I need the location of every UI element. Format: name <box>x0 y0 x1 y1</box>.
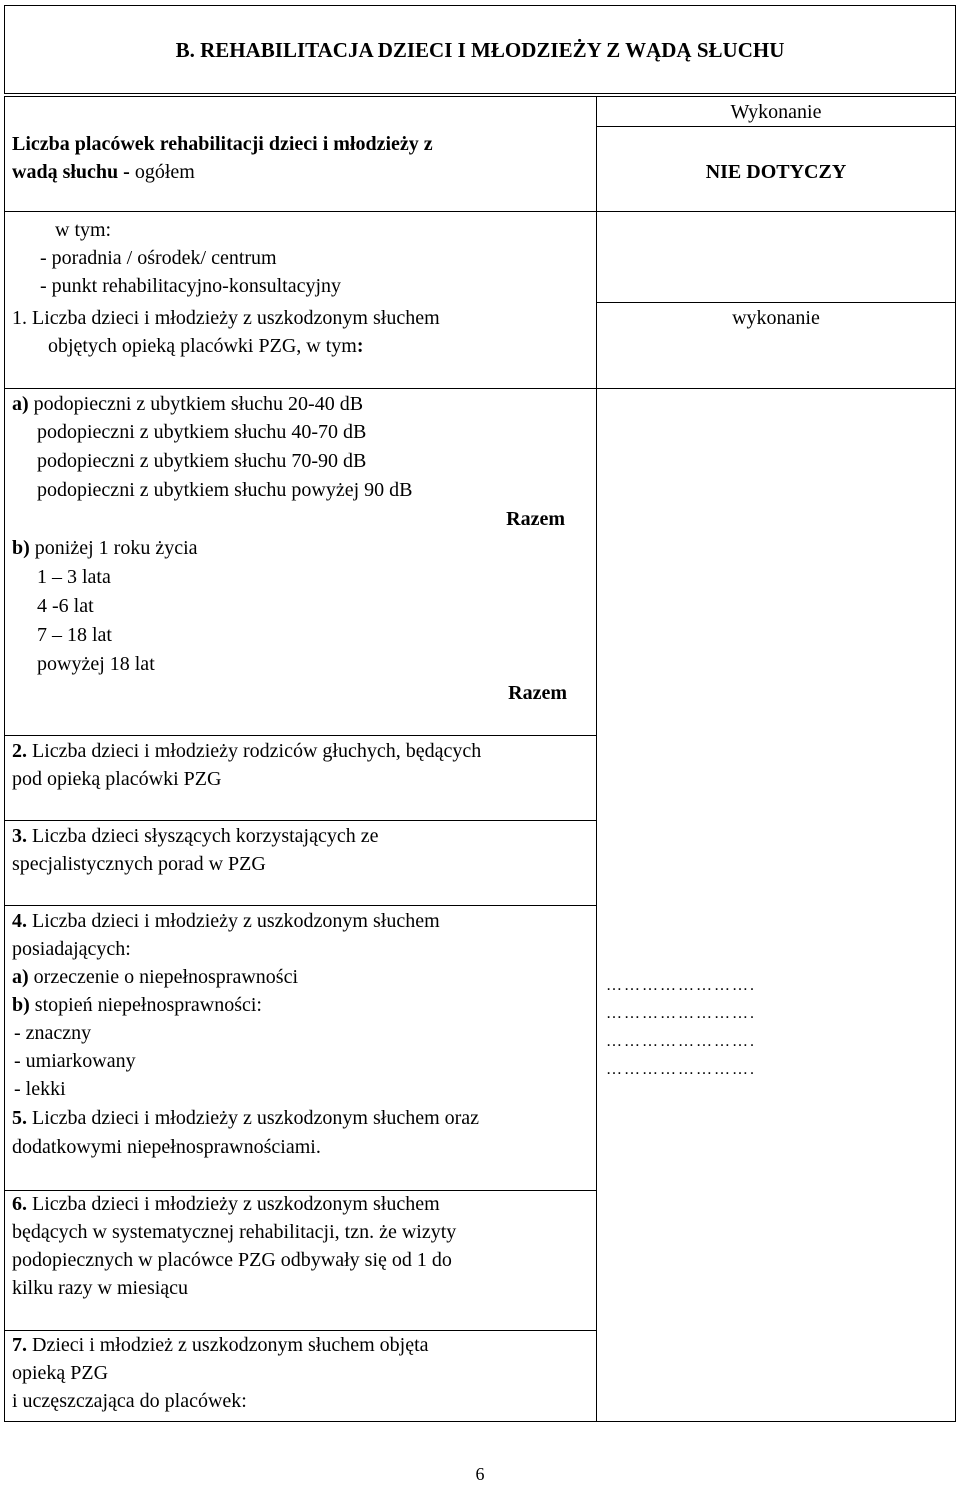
item1b-marker: b) <box>12 537 30 559</box>
item6-number: 6. <box>12 1193 27 1215</box>
item7-line1 <box>12 1331 429 1359</box>
item6-line2-tail: że wizyty <box>374 1221 457 1243</box>
types-intro: w tym: <box>55 219 112 241</box>
fill-in-dots: ……………………. <box>606 1005 756 1022</box>
item2-number: 2. <box>12 740 27 762</box>
row-line <box>4 735 596 736</box>
fill-in-dots: ……………………. <box>606 1061 756 1078</box>
facilities-label-line2 <box>12 158 195 186</box>
item4-line1 <box>12 907 440 935</box>
fill-in-dots: ……………………. <box>606 1033 756 1050</box>
facilities-label-bold: wadą słuchu - <box>12 161 135 183</box>
type-rehab-point: - punkt rehabilitacyjno-konsultacyjny <box>40 275 342 297</box>
page-number: 6 <box>475 1464 485 1484</box>
item7-number: 7. <box>12 1334 27 1356</box>
item2-line1 <box>12 737 481 765</box>
item6-text: Liczba dzieci i młodzieży z uszkodzonym słuchem <box>27 1193 440 1215</box>
item4a-text: orzeczenie o niepełnosprawności <box>28 966 298 988</box>
item6-line1 <box>12 1190 440 1218</box>
item6-line2 <box>12 1218 456 1246</box>
item1b-row-1 <box>12 534 198 562</box>
item4b-row <box>12 991 262 1019</box>
item6-line3: podopiecznych w placówce PZG odbywały się od 1 do <box>12 1249 452 1271</box>
item1-line2-text: objętych opieką placówki PZG, w tym <box>48 335 357 357</box>
type-counseling-center: - poradnia / ośrodek/ centrum <box>40 247 277 269</box>
item3-line2: specjalistycznych porad w PZG <box>12 853 266 875</box>
item5-line1 <box>12 1104 479 1132</box>
item4-number: 4. <box>12 910 27 932</box>
item2-line2: pod opieką placówki PZG <box>12 768 222 790</box>
item1b-total-label: Razem <box>508 682 567 704</box>
item1a-row-2: podopieczni z ubytkiem słuchu 40-70 dB <box>37 421 367 443</box>
item6-line2-text: będących w systematycznej rehabilitacji, tzn. <box>12 1221 375 1243</box>
column-header-wykonanie: Wykonanie <box>730 101 822 123</box>
level-moderate: - umiarkowany <box>14 1050 136 1072</box>
item1b-row-4: 7 – 18 lat <box>37 624 112 646</box>
item1-line2 <box>48 332 364 360</box>
fill-in-dots: ……………………. <box>606 977 756 994</box>
row-line <box>4 905 596 906</box>
item1b-row-3: 4 -6 lat <box>37 595 94 617</box>
item7-line3: i uczęszczająca do placówek: <box>12 1390 247 1412</box>
item5-number: 5. <box>12 1107 27 1129</box>
item1a-row-1 <box>12 390 363 418</box>
right-row-line <box>596 211 956 212</box>
item4-text: Liczba dzieci i młodzieży z uszkodzonym słuchem <box>27 910 440 932</box>
item4a-row <box>12 963 298 991</box>
item4a-marker: a) <box>12 966 29 988</box>
level-mild: - lekki <box>14 1078 66 1100</box>
item4-line2: posiadających: <box>12 938 131 960</box>
item7-line2: opieką PZG <box>12 1362 109 1384</box>
facilities-label-line1: Liczba placówek rehabilitacji dzieci i młodzieży z <box>12 133 433 155</box>
column-header-wykonanie-2: wykonanie <box>732 307 820 329</box>
column-divider <box>596 96 597 1422</box>
page-title: B. REHABILITACJA DZIECI I MŁODZIEŻY Z WĄDĄ SŁUCHU <box>175 38 785 62</box>
item1a-marker: a) <box>12 393 29 415</box>
item7-text: Dzieci i młodzież z uszkodzonym słuchem objęta <box>27 1334 429 1356</box>
header-underline <box>596 126 956 127</box>
item1b-row-2: 1 – 3 lata <box>37 566 111 588</box>
item6-line4: kilku razy w miesiącu <box>12 1277 189 1299</box>
item5-text: Liczba dzieci i młodzieży z uszkodzonym słuchem oraz <box>27 1107 480 1129</box>
row-line <box>4 820 596 821</box>
item1b-row-5: powyżej 18 lat <box>37 653 155 675</box>
item1-line2-colon: : <box>356 335 364 357</box>
row-line <box>4 211 596 212</box>
item3-line1 <box>12 822 378 850</box>
item5-line2: dodatkowymi niepełnosprawnościami. <box>12 1136 321 1158</box>
item4b-text: stopień niepełnosprawności: <box>29 994 262 1016</box>
item1-line1: 1. Liczba dzieci i młodzieży z uszkodzonym słuchem <box>12 307 440 329</box>
item3-text: Liczba dzieci słyszących korzystających ze <box>27 825 379 847</box>
level-significant: - znaczny <box>14 1022 92 1044</box>
not-applicable-value: NIE DOTYCZY <box>705 161 847 183</box>
item1a-row-4: podopieczni z ubytkiem słuchu powyżej 90 dB <box>37 479 413 501</box>
item1a-row-3: podopieczni z ubytkiem słuchu 70-90 dB <box>37 450 367 472</box>
item2-text: Liczba dzieci i młodzieży rodziców głuchych, będących <box>27 740 482 762</box>
item1b-text-1: poniżej 1 roku życia <box>29 537 198 559</box>
item3-number: 3. <box>12 825 27 847</box>
item1a-total-label: Razem <box>506 508 565 530</box>
row-line <box>4 388 956 389</box>
facilities-label-tail: ogółem <box>134 161 195 183</box>
item4b-marker: b) <box>12 994 30 1016</box>
item1a-text-1: podopieczni z ubytkiem słuchu 20-40 dB <box>28 393 364 415</box>
right-row-line <box>596 302 956 303</box>
